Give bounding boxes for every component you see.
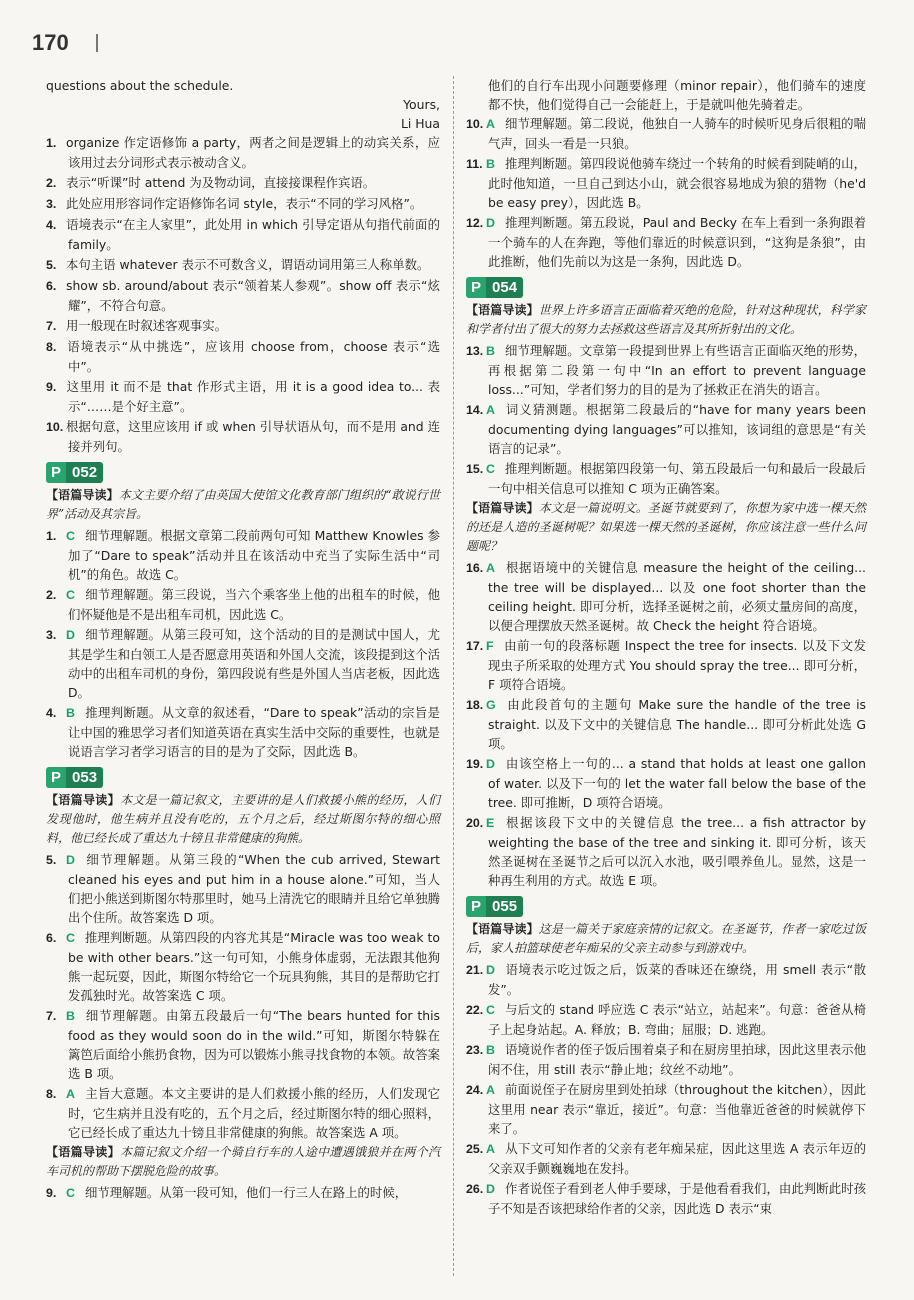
answer-item [466, 636, 866, 694]
item-text: 推理判断题。根据第四段第一句、第五段最后一句和最后一段最后一句中相关信息可以推知 C 项为正确答案。 [488, 461, 866, 496]
reading-guide [466, 499, 866, 556]
answer-item [46, 417, 440, 456]
item-number: 3. [46, 197, 57, 211]
section-badge-number: 052 [66, 462, 103, 483]
reading-guide [46, 791, 440, 848]
section-badge-number: 055 [486, 896, 523, 917]
item-number: 9. [46, 1186, 57, 1200]
answer-letter: D [66, 628, 75, 642]
answer-letter: C [486, 1003, 495, 1017]
answer-letter: D [486, 757, 495, 771]
right-column [466, 76, 866, 1219]
item-text: 语境表示“在主人家里”，此处用 in which 引导定语从句指代前面的 family。 [66, 217, 440, 252]
item-number: 12. [466, 216, 484, 230]
answer-item [46, 215, 440, 254]
item-number: 21. [466, 963, 484, 977]
reading-guide-text: 这是一篇关于家庭亲情的记叙文。在圣诞节，作者一家吃过饭后，家人拍篮球使老年痴呆的父亲主动参与到游戏中。 [466, 922, 866, 955]
item-text: 语境表示“从中挑选”，应该用 choose from，choose 表示“选中”。 [66, 339, 440, 374]
item-number: 7. [46, 319, 57, 333]
answer-letter: B [66, 1009, 75, 1023]
item-number: 6. [46, 931, 57, 945]
answer-item [466, 813, 866, 890]
letter-signature: Li Hua [400, 116, 440, 131]
answer-item [466, 459, 866, 498]
item-number: 8. [46, 1087, 57, 1101]
reading-guide-text: 世界上许多语言正面临着灭绝的危险，针对这种现状，科学家和学者付出了很大的努力去拯救这些语言及其所折射出的文化。 [466, 303, 866, 336]
section-badge-number: 053 [66, 767, 103, 788]
section-badge-letter: P [466, 896, 486, 917]
answer-item [46, 194, 440, 214]
answer-item [466, 695, 866, 753]
item-text: 此处应用形容词作定语修饰名词 style，表示“不同的学习风格”。 [66, 196, 423, 211]
answer-letter: B [486, 1043, 495, 1057]
item-text: 作者说侄子看到老人伸手要球，于是他看看我们，由此判断此时孩子不知是否该把球给作者的父亲，因此选 D 表示“束 [488, 1181, 866, 1216]
item-text: 细节理解题。由第五段最后一句“The bears hunted for this food as they would soon do in the wild.”可知，斯图尔特躲在篱笆后面给小熊扔食物，因为可以锻炼小熊寻找食物的本领。故答案选 B 项。 [68, 1008, 440, 1081]
item-number: 22. [466, 1003, 484, 1017]
item-text: 细节理解题。文章第一段提到世界上有些语言正面临灭绝的形势，再根据第二段第一句中“In an effort to prevent language loss...”可知，学者们努力的目的是为了拯救正在消失的语言。 [488, 343, 866, 397]
item-text: 细节理解题。第三段说，当六个乘客坐上他的出租车的时候，他们怀疑他是不是出租车司机，因此选 C。 [68, 587, 440, 622]
item-number: 15. [466, 462, 484, 476]
answer-letter: B [486, 157, 495, 171]
answer-item [46, 1006, 440, 1083]
answer-item [466, 1139, 866, 1178]
answer-letter: D [66, 853, 75, 867]
item-number: 2. [46, 176, 57, 190]
reading-guide-tag: 【语篇导读】 [46, 488, 119, 502]
answer-letter: G [486, 698, 496, 712]
answer-item [46, 850, 440, 927]
answer-item [46, 928, 440, 1005]
reading-guide [46, 486, 440, 524]
section-badge-letter: P [466, 277, 486, 298]
answer-item [466, 1000, 866, 1039]
item-text: 主旨大意题。本文主要讲的是人们救援小熊的经历，人们发现它时，它生病并且没有吃的，五个月之后，经过斯图尔特的细心照料，它已经长成了重达九十镑且非常健康的狗熊。故答案选 A 项。 [68, 1086, 440, 1140]
item-text: 语境表示吃过饭之后，饭菜的香味还在缭绕，用 smell 表示“散发”。 [488, 962, 866, 997]
answer-letter: B [486, 344, 495, 358]
reading-guide-tag: 【语篇导读】 [466, 501, 539, 515]
item-text: 根据句意，这里应该用 if 或 when 引导状语从句，而不是用 and 连接并列句。 [66, 419, 440, 454]
answer-item [466, 154, 866, 212]
answer-item [466, 400, 866, 458]
section-badge-number: 054 [486, 277, 523, 298]
item-text: 由此段首句的主题句 Make sure the handle of the tree is straight. 以及下文中的关键信息 The handle... 即可分析此处选 G 项。 [488, 697, 866, 751]
answer-letter: D [486, 1182, 495, 1196]
left-column [46, 76, 440, 1204]
answer-letter: C [66, 588, 75, 602]
item-text: 由前一句的段落标题 Inspect the tree for insects. 以及下文发现虫子所采取的处理方式 You should spray the tree... 即可分析，F 项符合语境。 [488, 638, 866, 692]
item-text: 细节理解题。从第一段可知，他们一行三人在路上的时候， [84, 1185, 408, 1200]
answer-letter: A [66, 1087, 75, 1101]
reading-guide-text: 本文主要介绍了由英国大使馆文化教育部门组织的“敢说行世界”活动及其宗旨。 [46, 488, 440, 521]
answer-item [46, 703, 440, 761]
item-text: 根据该段下文中的关键信息 the tree... a fish attractor by weighting the base of the tree and sinking it. 即可分析，该天然圣诞树在圣诞节之后可以沉入水池，吸引喂养鱼儿。显然，这是一种再生利用的方式。故选 E 项。 [488, 815, 866, 888]
intro-line: questions about the schedule. [46, 78, 234, 93]
answer-letter: D [486, 216, 495, 230]
item-number: 3. [46, 628, 57, 642]
item-number: 20. [466, 816, 484, 830]
item-text: 根据语境中的关键信息 measure the height of the ceiling... the tree will be displayed... 以及 one foot shorter than the ceiling height. 即可分析，选择圣诞树之前，必须丈量房间的高度，以便合理摆放天然圣诞树。故 Check the height 符合语境。 [488, 560, 866, 633]
item-text: 推理判断题。第四段说他骑车绕过一个转角的时候看到陡峭的山，此时他知道，一旦自己到达小山，就会很容易地成为狼的猎物（he'd be easy prey），因此选 B。 [488, 156, 866, 210]
item-number: 18. [466, 698, 484, 712]
item-number: 11. [466, 157, 483, 171]
item-number: 6. [46, 279, 57, 293]
section-badge [46, 462, 103, 483]
answer-item [466, 341, 866, 399]
answer-item [46, 585, 440, 624]
item-number: 24. [466, 1083, 484, 1097]
item-text: 推理判断题。第五段说，Paul and Becky 在车上看到一条狗跟着一个骑车的人在奔跑，等他们靠近的时候意识到，“这狗是条狼”，由此推断，他们先前以为这是一条狗，因此选 D。 [488, 215, 866, 269]
answer-item [46, 526, 440, 584]
item-text: 用一般现在时叙述客观事实。 [66, 318, 228, 333]
answer-letter: A [486, 561, 495, 575]
item-text: show sb. around/about 表示“领着某人参观”。show off 表示“炫耀”，不符合句意。 [66, 278, 440, 313]
item-number: 7. [46, 1009, 57, 1023]
item-number: 16. [466, 561, 484, 575]
reading-guide-text: 本文是一篇说明文。圣诞节就要到了，你想为家中选一棵天然的还是人造的圣诞树呢？如果选一棵天然的圣诞树，你应该注意一些什么问题呢？ [466, 501, 866, 553]
answer-letter: A [486, 1142, 495, 1156]
answer-letter: D [486, 963, 495, 977]
reading-guide [46, 1143, 440, 1181]
answer-item [466, 960, 866, 999]
column-divider [453, 76, 454, 1276]
answer-letter: E [486, 816, 495, 830]
letter-signature: Yours, [403, 97, 440, 112]
answer-item [46, 173, 440, 193]
item-number: 1. [46, 136, 57, 150]
item-text: 细节理解题。从第三段可知，这个活动的目的是测试中国人，尤其是学生和白领工人是否愿意用英语和外国人交流，该段提到这个活动中的出租车司机的身份，第四段说有些是外国人当店老板，因此选 D。 [68, 627, 440, 700]
answer-item [46, 133, 440, 172]
item-text: 表示“听课”时 attend 为及物动词，直接接课程作宾语。 [66, 175, 376, 190]
answer-item [46, 1084, 440, 1142]
answer-item [466, 558, 866, 635]
item-number: 19. [466, 757, 484, 771]
section-badge [46, 767, 103, 788]
item-text: 细节理解题。根据文章第二段前两句可知 Matthew Knowles 参加了“Dare to speak”活动并且在该活动中充当了实际生活中“司机”的角色。故选 C。 [68, 528, 440, 582]
item-text: 这里用 it 而不是 that 作形式主语，用 it is a good idea to... 表示“……是个好主意”。 [66, 379, 440, 414]
reading-guide-tag: 【语篇导读】 [46, 1145, 120, 1159]
item-number: 8. [46, 340, 57, 354]
reading-guide [466, 301, 866, 339]
answer-item [46, 316, 440, 336]
answer-letter: F [486, 639, 494, 653]
item-number: 2. [46, 588, 57, 602]
answer-letter: C [486, 462, 495, 476]
answer-item [466, 1179, 866, 1218]
reading-guide-text: 本篇记叙文介绍一个骑自行车的人途中遭遇饿狼并在两个汽车司机的帮助下摆脱危险的故事。 [46, 1145, 440, 1178]
answer-item [466, 213, 866, 271]
item-text: 推理判断题。从第四段的内容尤其是“Miracle was too weak to be with other bears.”这一句可知，小熊身体虚弱，无法跟其他狗熊一起玩耍，因此，斯图尔特给它一个玩具狗熊，其目的是帮助它打发孤独时光。故答案选 C 项。 [68, 930, 440, 1003]
item-number: 26. [466, 1182, 484, 1196]
item-text: organize 作定语修饰 a party，两者之间是逻辑上的动宾关系，应该用过去分词形式表示被动含义。 [66, 135, 440, 170]
item-text: 与后文的 stand 呼应选 C 表示“站立，站起来”。句意：爸爸从椅子上起身站起。A. 释放；B. 弯曲；屈服；D. 逃跑。 [488, 1002, 866, 1037]
item-text: 细节理解题。第二段说，他独自一人骑车的时候听见身后很粗的喘气声，回头一看是一只狼。 [488, 116, 866, 151]
item-text: 由该空格上一句的... a stand that holds at least one gallon of water. 以及下一句的 let the water fall below the base of the tree. 即可推断，D 项符合语境。 [488, 756, 866, 810]
answer-item [466, 114, 866, 153]
item-text: 推理判断题。从文章的叙述看，“Dare to speak”活动的宗旨是让中国的雅思学习者们知道英语在真实生活中交际的重要性，也就是说语言学习者学习语言的目的是为了交际，因此选 B。 [68, 705, 440, 759]
reading-guide-tag: 【语篇导读】 [466, 922, 539, 936]
page-number: 170 [32, 30, 69, 55]
item-number: 10. [46, 420, 64, 434]
reading-guide-tag: 【语篇导读】 [466, 303, 539, 317]
page-number-divider [96, 34, 98, 52]
answer-letter: B [66, 706, 75, 720]
item-number: 9. [46, 380, 57, 394]
item-number: 25. [466, 1142, 484, 1156]
answer-letter: C [66, 1186, 75, 1200]
item-number: 10. [466, 117, 484, 131]
item-number: 4. [46, 706, 57, 720]
item-text: 本句主语 whatever 表示不可数含义，谓语动词用第三人称单数。 [66, 257, 430, 272]
answer-letter: A [486, 117, 495, 131]
continuation-text: 他们的自行车出现小问题要修理（minor repair），他们骑车的速度都不快，他们觉得自己一会能赶上，于是就叫他先骑着走。 [488, 78, 866, 112]
section-badge [466, 896, 523, 917]
answer-item [46, 625, 440, 702]
answer-item [46, 337, 440, 376]
answer-item [466, 1040, 866, 1079]
answer-item [46, 377, 440, 416]
section-badge [466, 277, 523, 298]
section-badge-letter: P [46, 462, 66, 483]
item-number: 5. [46, 853, 57, 867]
reading-guide-text: 本文是一篇记叙文，主要讲的是人们救援小熊的经历，人们发现他时，他生病并且没有吃的，五个月之后，经过斯图尔特的细心照料，他已经长成了重达九十镑且非常健康的狗熊。 [46, 793, 440, 845]
item-text: 语境说作者的侄子饭后围着桌子和在厨房里拍球，因此这里表示他闲不住，用 still 表示“静止地；纹丝不动地”。 [488, 1042, 866, 1077]
answer-item [46, 276, 440, 315]
item-number: 14. [466, 403, 484, 417]
answer-letter: A [486, 403, 495, 417]
item-number: 23. [466, 1043, 484, 1057]
answer-item [466, 754, 866, 812]
item-number: 5. [46, 258, 57, 272]
item-text: 词义猜测题。根据第二段最后的“have for many years been documenting dying languages”可以推知，该词组的意思是“有关语言的记录”。 [488, 402, 866, 456]
reading-guide [466, 920, 866, 958]
answer-item [46, 255, 440, 275]
answer-letter: C [66, 931, 75, 945]
item-text: 细节理解题。从第三段的“When the cub arrived, Stewart cleaned his eyes and put him in a house alone.”可知，当人们把小熊送到斯图尔特那里时，她马上清洗它的眼睛并且给它单独腾出个住所。故答案选 D 项。 [68, 852, 440, 925]
item-text: 从下文可知作者的父亲有老年痴呆症，因此这里选 A 表示年迈的父亲双手颤巍巍地在发抖。 [488, 1141, 866, 1176]
item-number: 1. [46, 529, 57, 543]
answer-item [466, 1080, 866, 1138]
answer-letter: C [66, 529, 75, 543]
section-badge-letter: P [46, 767, 66, 788]
item-number: 4. [46, 218, 57, 232]
item-text: 前面说侄子在厨房里到处拍球（throughout the kitchen），因此这里用 near 表示“靠近，接近”。句意：当他靠近爸爸的时候就停下来了。 [488, 1082, 866, 1136]
reading-guide-tag: 【语篇导读】 [46, 793, 120, 807]
item-number: 13. [466, 344, 484, 358]
item-number: 17. [466, 639, 484, 653]
answer-item [46, 1183, 440, 1203]
answer-letter: A [486, 1083, 495, 1097]
